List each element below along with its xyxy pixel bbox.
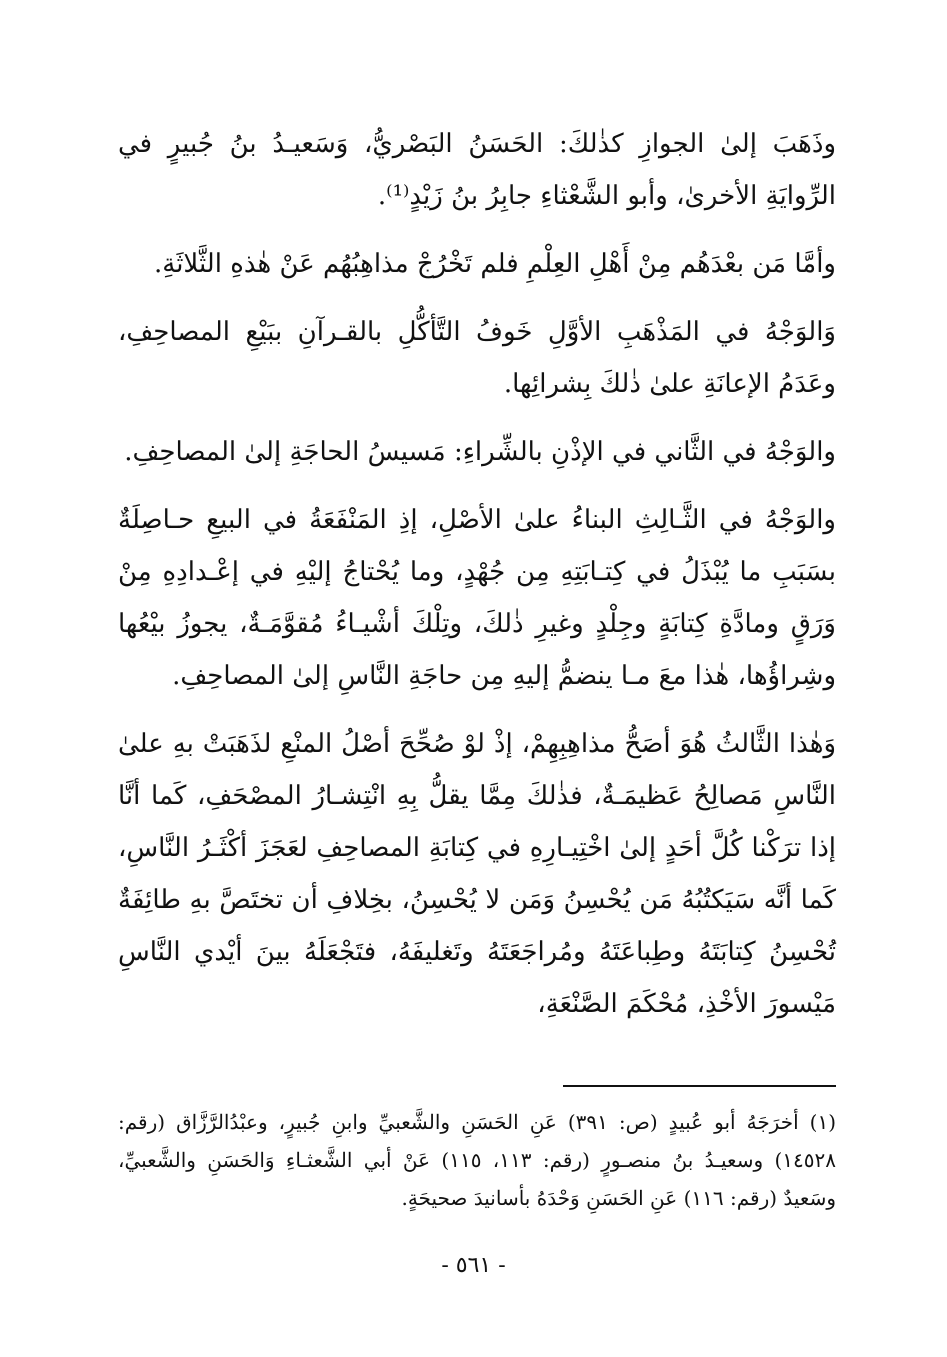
main-text: [118, 118, 836, 1046]
page-number: - ٥٦١ -: [441, 1253, 506, 1278]
paragraph-4: والوَجْهُ في الثَّاني في الإذْنِ بالشِّراءِ: مَسيسُ الحاجَةِ إلىٰ المصاحِفِ.: [124, 437, 836, 467]
footnotes: [118, 1103, 836, 1217]
footnote-separator: [563, 1085, 836, 1087]
footnote-1: (١) أخرَجَهُ أبو عُبيدٍ (ص: ٣٩١) عَنِ الحَسَنِ والشَّعبيِّ وابنِ جُبيرٍ، وعبْدُالرَّزَّاق (رقم: ١٤٥٢٨) وسعيـدُ بنُ منصـورٍ (رقم: ١١٣، ١١٥) عَنْ أبي الشَّعثـاءِ وَالحَسَنِ والشَّعبيِّ، وسَعيدٌ (رقم: ١١٦) عَنِ الحَسَنِ وَحْدَهُ بأسانيدَ صحيحَةٍ.: [118, 1110, 837, 1210]
paragraph-1: وذَهَبَ إلىٰ الجوازِ كذٰلكَ: الحَسَنُ البَصْريُّ، وَسَعيـدُ بنُ جُبيرٍ في الرِّوايَةِ الأخرىٰ، وأبو الشَّعْثاءِ جابِرُ بنُ زَيْدٍ⁽¹⁾.: [118, 129, 836, 211]
paragraph-2: وأمَّا مَن بعْدَهُم مِنْ أَهْلِ العِلْمِ فلم تَخْرُجْ مذاهِبُهُم عَنْ هٰذهِ الثَّلاثَةِ.: [153, 249, 836, 279]
paragraph-5: والوَجْهُ في الثَّـالِثِ البناءُ علىٰ الأصْلِ، إذِ المَنْفَعَةُ في البيعِ حـاصِلَةٌ بسَبَبِ ما يُبْذَلُ في كِتـابَتِهِ مِن جُهْدٍ، وما يُحْتاجُ إليْهِ في إعْـدادِهِ مِنْ وَرَقٍ ومادَّةِ كِتابَةٍ وجِلْدٍ وغيرِ ذٰلكَ، وتِلْكَ أشْيـاءُ مُقوَّمَـةٌ، يجوزُ بيْعُها وشِراؤُها، هٰذا معَ مـا ينضمُّ إليهِ مِن حاجَةِ النَّاسِ إلىٰ المصاحِفِ.: [118, 505, 836, 691]
paragraph-6: وَهٰذا الثَّالثُ هُوَ أصَحُّ مذاهِبِهِمْ، إذْ لوْ صُحِّحَ أصْلُ المنْعِ لذَهَبَتْ بهِ علىٰ النَّاسِ مَصالِحُ عَظيمَـةٌ، فذٰلكَ مِمَّا يقلُّ بِهِ انْتِشـارُ المصْحَفِ، كَما أنَّا إذا ترَكْنا كُلَّ أحَدٍ إلىٰ اخْتِيـارِهِ في كِتابَةِ المصاحِفِ لعَجَزَ أكْثَـرُ النَّاسِ، كَما أنَّه سَيَكتُبُهُ مَن يُحْسِنُ وَمَن لا يُحْسِنُ، بخِلافِ أن تختَصَّ بهِ طائِفَةٌ تُحْسِنُ كِتابَتَهُ وطِباعَتَهُ ومُراجَعَتَهُ وتَغليفَهُ، فتَجْعَلَهُ بينَ أيْدي النَّاسِ مَيْسورَ الأخْذِ، مُحْكَمَ الصَّنْعَةِ،: [118, 729, 836, 1019]
paragraph-3: وَالوَجْهُ في المَذْهَبِ الأوَّلِ خَوفُ التَّأكُّلِ بالقـرآنِ ببَيْعِ المصاحِفِ، وعَدَمُ الإعانَةِ علىٰ ذٰلكَ بِشرائِها.: [118, 317, 836, 399]
